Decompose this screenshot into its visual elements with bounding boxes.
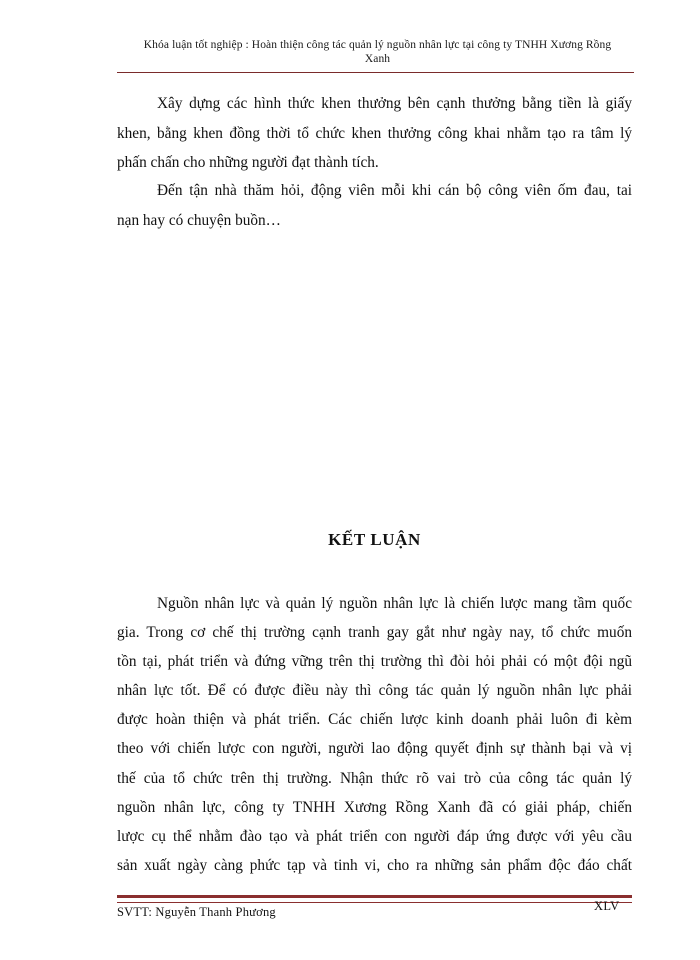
paragraph-line: gia. Trong cơ chế thị trường cạnh tranh gay gắt như ngày nay, tổ chức muốn [117,624,632,642]
page-number: XLV [594,899,620,913]
paragraph-line: nạn hay có chuyện buồn… [117,211,281,229]
paragraph-line: Nguồn nhân lực và quản lý nguồn nhân lực là chiến lược mang tầm quốc [157,595,632,612]
footer-divider [117,895,632,903]
paragraph-visits [117,176,632,235]
paragraph-line: nhân lực tốt. Để có được điều này thì công tác quản lý nguồn nhân lực phải [117,682,632,700]
paragraph-line: khen, bằng khen đồng thời tổ chức khen thưởng công khai nhằm tạo ra tâm lý [117,124,632,142]
paragraph-line: phấn chấn cho những người đạt thành tích. [117,154,379,171]
header-divider [117,72,634,73]
footer-author: SVTT: Nguyễn Thanh Phương [117,905,276,919]
paragraph-line: nguồn nhân lực, công ty TNHH Xương Rồng Xanh đã có giải pháp, chiến [117,798,632,816]
paragraph-line: theo với chiến lược con người, người lao động quyết định sự thành bại và vị [117,740,632,758]
paragraph-line: tồn tại, phát triển và đứng vững trên thị trường thì đòi hỏi phải có một đội ngũ [117,653,632,671]
paragraph-line: Xây dựng các hình thức khen thưởng bên cạnh thưởng bằng tiền là giấy [157,95,632,112]
paragraph-line: thế của tổ chức trên thị trường. Nhận thức rõ vai trò của công tác quản lý [117,769,632,787]
header-line-1: Khóa luận tốt nghiệp : Hoàn thiện công tác quản lý nguồn nhân lực tại công ty TNHH Xương Rồng [143,39,612,51]
header-line-2: Xanh [364,53,391,65]
section-title: KẾT LUẬN [328,530,421,549]
paragraph-rewards [117,89,632,178]
paragraph-line: Đến tận nhà thăm hỏi, động viên mỗi khi cán bộ công viên ốm đau, tai [157,182,632,199]
running-header [110,38,645,66]
paragraph-line: được hoàn thiện và phát triển. Các chiến lược kinh doanh phải luôn đi kèm [117,711,632,729]
paragraph-line: lược cụ thể nhằm đào tạo và phát triển con người đáp ứng được với yêu cầu [117,827,632,845]
paragraph-line: sản xuất ngày càng phức tạp và tinh vi, cho ra những sản phẩm độc đáo chất [117,856,632,874]
paragraph-conclusion [117,589,632,880]
